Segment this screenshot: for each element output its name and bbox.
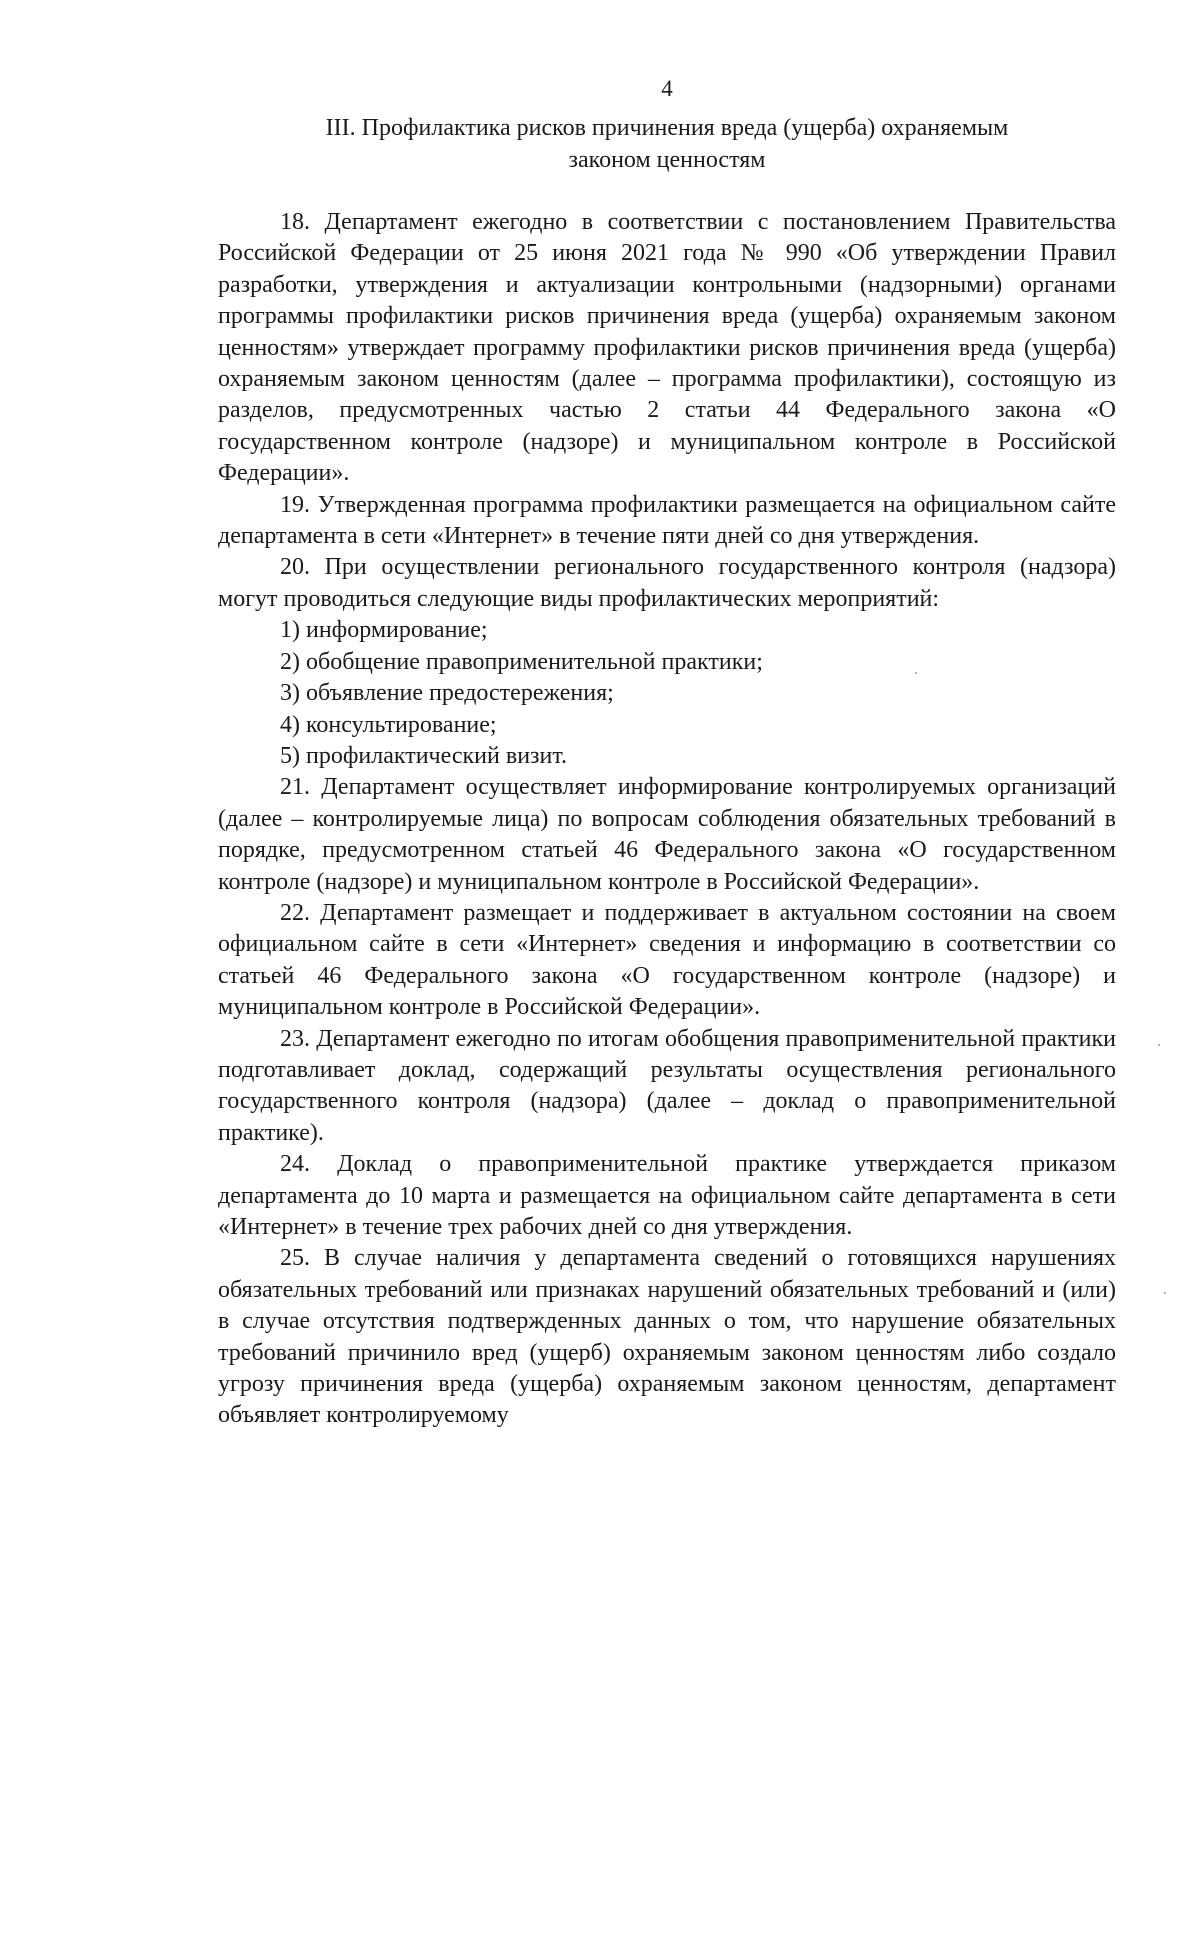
section-title-line-1: III. Профилактика рисков причинения вреда (ущерба) охраняемым xyxy=(325,115,1009,141)
paragraph-20: 20. При осуществлении регионального государственного контроля (надзора) могут проводиться следующие виды профилактических мероприятий: xyxy=(218,554,1116,612)
scan-speck xyxy=(915,672,917,674)
paragraph-24: 24. Доклад о правоприменительной практике утверждается приказом департамента до 10 марта и размещается на официальном сайте департамента в сети «Интернет» в течение трех рабочих дней со дня утверждения. xyxy=(218,1151,1116,1240)
paragraph-19: 19. Утвержденная программа профилактики размещается на официальном сайте департамента в сети «Интернет» в течение пяти дней со дня утверждения. xyxy=(218,491,1116,550)
section-title xyxy=(170,112,1164,176)
section-title-line-2: законом ценностям xyxy=(568,147,766,173)
document-body xyxy=(218,207,1116,1432)
list-item: 4) консультирование; xyxy=(280,711,497,738)
paragraph-18: 18. Департамент ежегодно в соответствии с постановлением Правительства Российской Федерации от 25 июня 2021 года № 990 «Об утверждении Правил разработки, утверждения и актуализации контрольными (надзорными) органами программы профилактики рисков причинения вреда (ущерба) охраняемым законом ценностям» утверждает программу профилактики рисков причинения вреда (ущерба) охраняемым законом ценностям (далее – программа профилактики), состоящую из разделов, предусмотренных частью 2 статьи 44 Федерального закона «О государственном контроле (надзоре) и муниципальном контроле в Российской Федерации». xyxy=(218,209,1116,487)
paragraph-23: 23. Департамент ежегодно по итогам обобщения правоприменительной практики подготавливает доклад, содержащий результаты осуществления регионального государственного контроля (надзора) (далее – доклад о правоприменительной практике). xyxy=(218,1025,1116,1146)
scan-speck xyxy=(1164,1292,1166,1294)
list-item: 3) объявление предостережения; xyxy=(280,680,614,707)
list-item: 1) информирование; xyxy=(280,617,488,644)
list-item: 2) обобщение правоприменительной практики; xyxy=(280,648,763,675)
paragraph-22: 22. Департамент размещает и поддерживает в актуальном состоянии на своем официальном сайте в сети «Интернет» сведения и информацию в соответствии со статьей 46 Федерального закона «О государственном контроле (надзоре) и муниципальном контроле в Российской Федерации». xyxy=(218,899,1116,1021)
list-item: 5) профилактический визит. xyxy=(280,742,568,769)
paragraph-25: 25. В случае наличия у департамента сведений о готовящихся нарушениях обязательных требований или признаках нарушений обязательных требований и (или) в случае отсутствия подтвержденных данных о том, что нарушение обязательных требований причинило вред (ущерб) охраняемым законом ценностям либо создало угрозу причинения вреда (ущерба) охраняемым законом ценностям, департамент объявляет контролируемому xyxy=(218,1245,1116,1429)
preventive-measures-list xyxy=(218,615,1116,772)
page-number: 4 xyxy=(661,76,673,101)
scan-speck xyxy=(1158,1044,1160,1046)
paragraph-21: 21. Департамент осуществляет информирование контролируемых организаций (далее – контролируемые лица) по вопросам соблюдения обязательных требований в порядке, предусмотренном статьей 46 Федерального закона «О государственном контроле (надзоре) и муниципальном контроле в Российской Федерации». xyxy=(218,774,1116,895)
